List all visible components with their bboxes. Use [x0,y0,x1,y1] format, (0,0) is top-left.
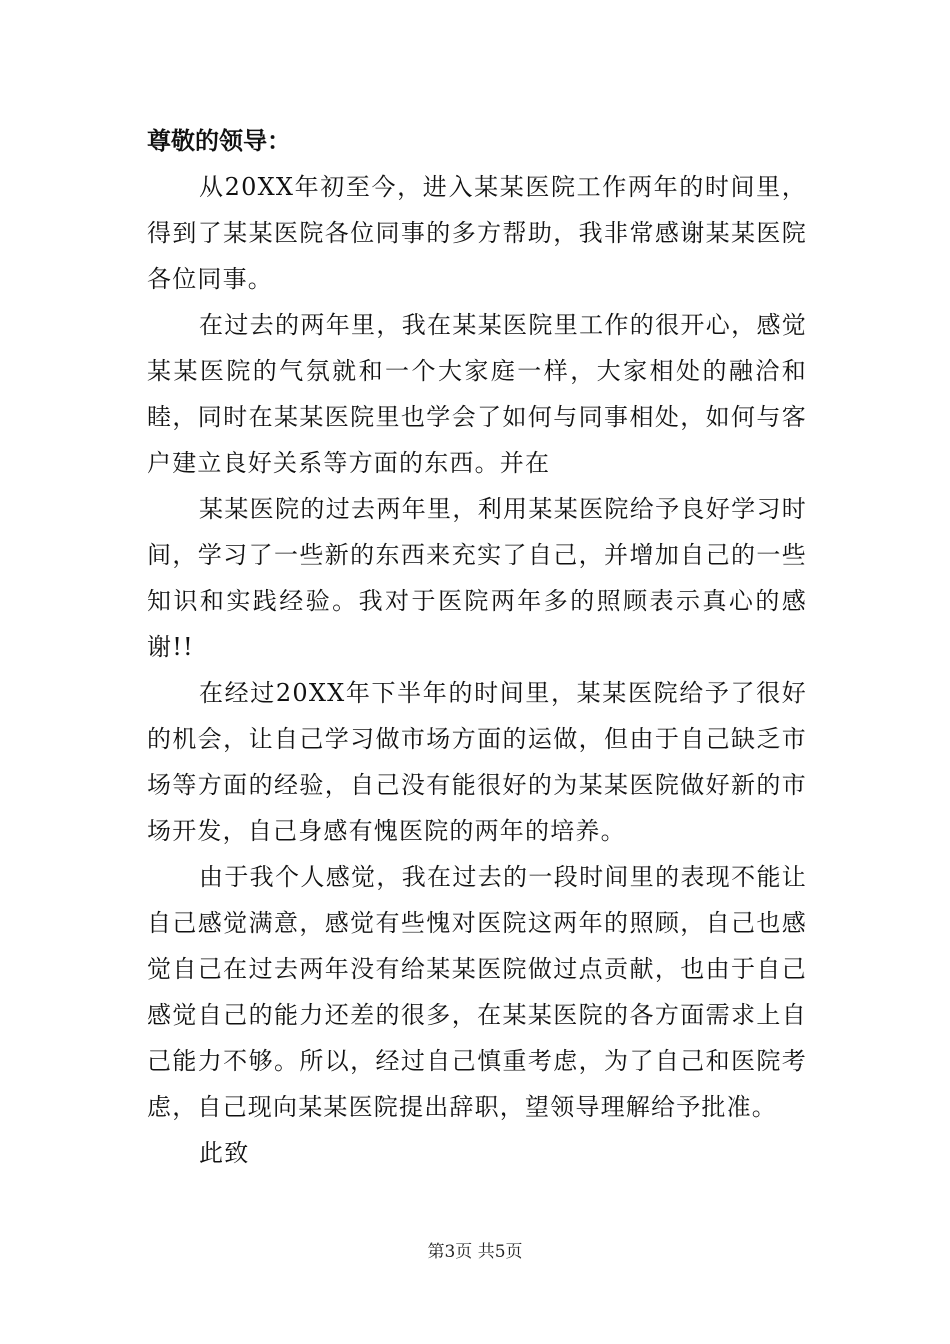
letter-paragraph: 在过去的两年里，我在某某医院里工作的很开心，感觉某某医院的气氛就和一个大家庭一样，大家相处的融洽和睦，同时在某某医院里也学会了如何与同事相处，如何与客户建立良好关系等方面的东西。并在 [147,311,807,477]
letter-paragraph: 从20XX年初至今，进入某某医院工作两年的时间里，得到了某某医院各位同事的多方帮助，我非常感谢某某医院各位同事。 [147,173,807,293]
letter-body [147,118,807,1176]
letter-paragraph: 在经过20XX年下半年的时间里，某某医院给予了很好的机会，让自己学习做市场方面的运做，但由于自己缺乏市场等方面的经验，自己没有能很好的为某某医院做好新的市场开发，自己身感有愧医院的两年的培养。 [147,679,807,845]
letter-paragraph: 由于我个人感觉，我在过去的一段时间里的表现不能让自己感觉满意，感觉有些愧对医院这两年的照顾，自己也感觉自己在过去两年没有给某某医院做过点贡献，也由于自己感觉自己的能力还差的很多，在某某医院的各方面需求上自己能力不够。所以，经过自己慎重考虑，为了自己和医院考虑，自己现向某某医院提出辞职，望领导理解给予批准。 [147,863,807,1121]
letter-paragraph: 某某医院的过去两年里，利用某某医院给予良好学习时间，学习了一些新的东西来充实了自己，并增加自己的一些知识和实践经验。我对于医院两年多的照顾表示真心的感谢!! [147,495,807,661]
page-footer: 第3页 共5页 [427,1242,523,1262]
letter-salutation: 尊敬的领导： [147,126,291,155]
letter-closing: 此致 [199,1139,250,1167]
